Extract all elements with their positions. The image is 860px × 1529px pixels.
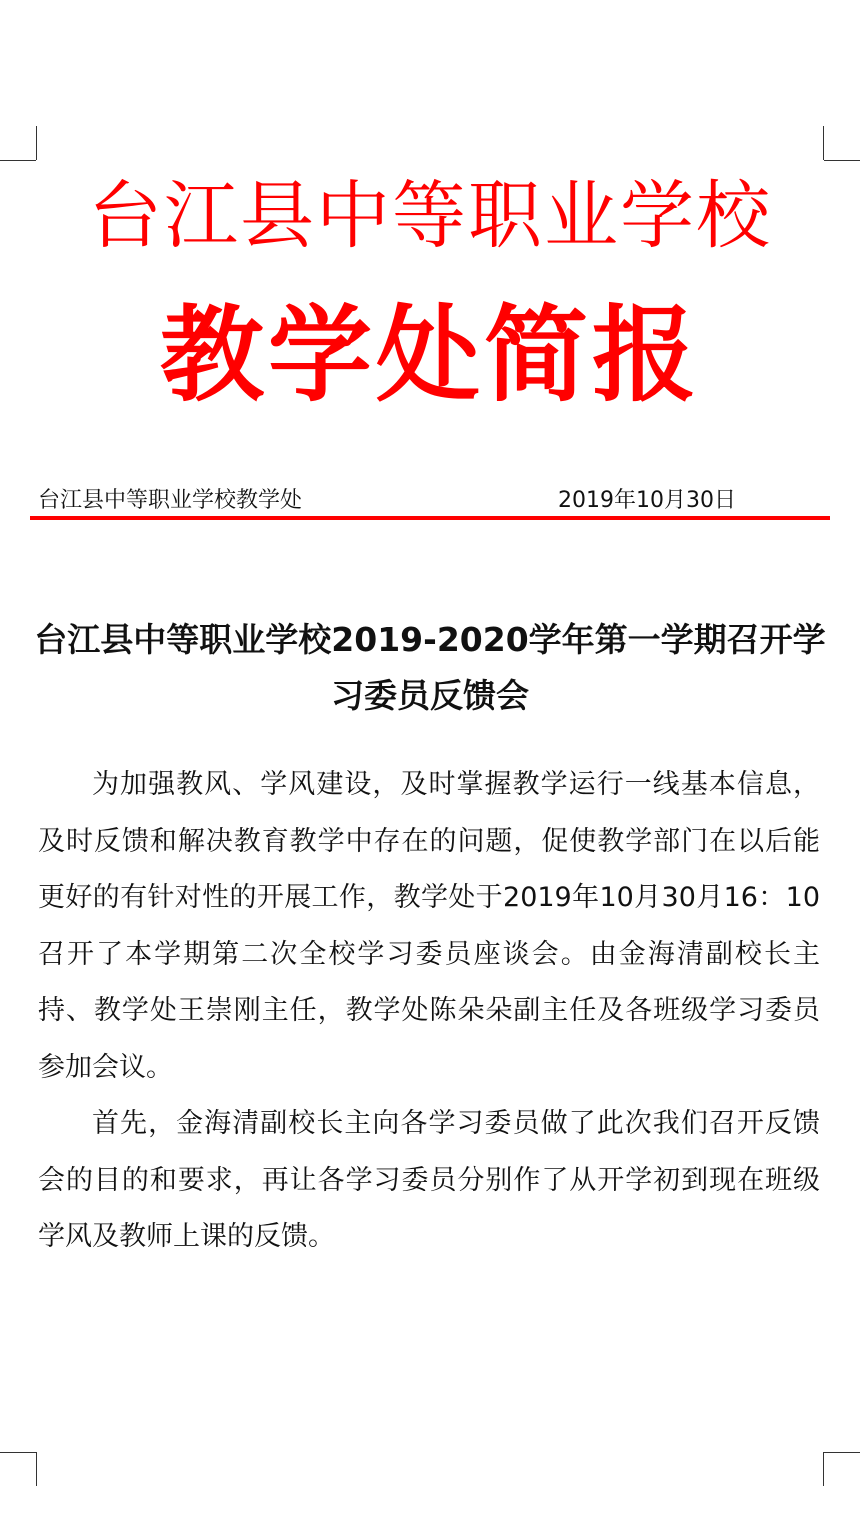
article-title: 台江县中等职业学校2019-2020学年第一学期召开学习委员反馈会: [34, 620, 826, 715]
masthead-school-name: 台江县中等职业学校: [88, 173, 772, 259]
paragraph: 为加强教风、学风建设，及时掌握教学运行一线基本信息，及时反馈和解决教育教学中存在的问题，促使教学部门在以后能更好的有针对性的开展工作，教学处于2019年10月30月16：10召开了本学期第二次全校学习委员座谈会。由金海清副校长主持、教学处王崇刚主任，教学处陈朵朵副主任及各班级学习委员参加会议。: [38, 769, 820, 1083]
red-divider: [30, 516, 830, 520]
issuer: 台江县中等职业学校教学处: [38, 488, 303, 513]
paragraph: 首先，金海清副校长主向各学习委员做了此次我们召开反馈会的目的和要求，再让各学习委员分别作了从开学初到现在班级学风及教师上课的反馈。: [38, 1108, 820, 1252]
article-body: [38, 757, 820, 1266]
masthead-bulletin-name: 教学处简报: [159, 294, 700, 416]
issue-date: 2019年10月30日: [558, 488, 736, 513]
